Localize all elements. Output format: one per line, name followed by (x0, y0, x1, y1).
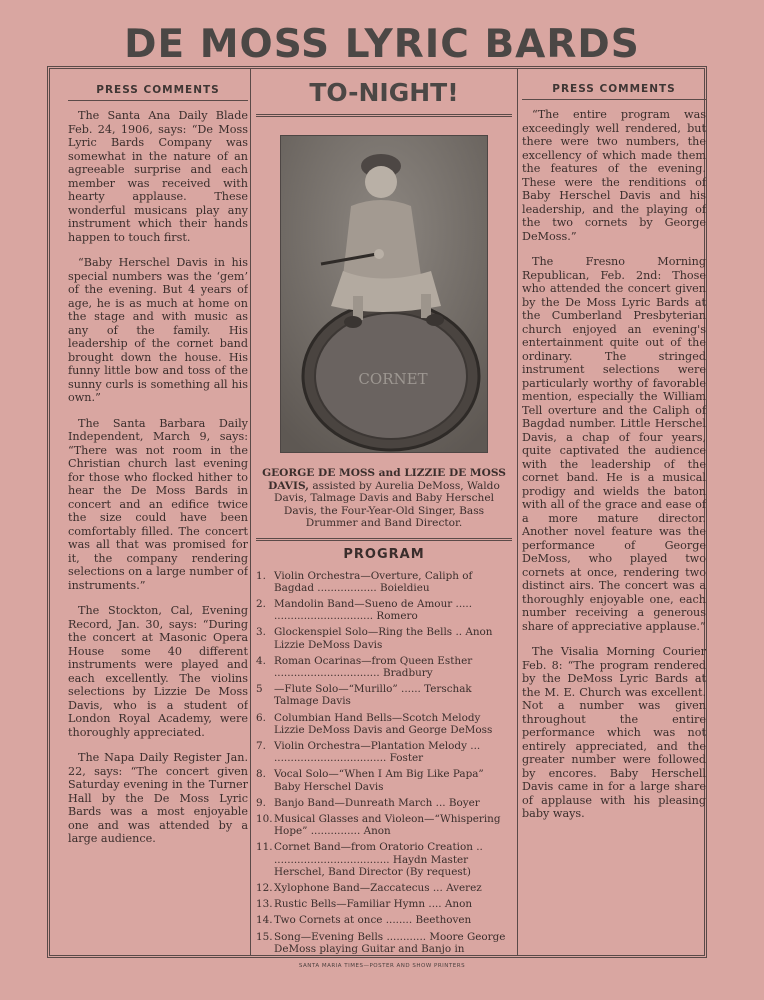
program-item-text: Violin Orchestra—Plantation Melody ... .................................. Foster (274, 739, 481, 765)
program-item-text: Cornet Band—from Oratorio Creation .. ................................... Haydn Master Herschel, Band Director (By request) (274, 841, 483, 878)
program-item-number: 13. (256, 898, 273, 911)
program-item-text: —Flute Solo—“Murillo” ...... Terschak Talmage Davis (274, 683, 472, 708)
press-comment: The Visalia Morning Courier Feb. 8: “The program rendered by the DeMoss Lyric Bards at the M. E. Church was excellent. Not a number was given throughout the entire performance which was not entirely appreciated, and the greater number were followed by encores. Baby Herschell Davis came in for a large share of applause with his pleasing baby ways. (522, 645, 706, 820)
drum-lettering: CORNET (358, 370, 428, 388)
photo-caption (258, 467, 510, 530)
press-comment: The Napa Daily Register Jan. 22, says: “The concert given Saturday evening in the Turner Hall by the De Moss Lyric Bards was a most enjoyable one and was attended by a large audience. (68, 751, 248, 845)
left-column-heading: PRESS COMMENTS (68, 69, 248, 101)
program-item-number: 6. (256, 711, 266, 724)
program-item-number: 1. (256, 569, 266, 582)
program-item (256, 570, 512, 594)
program-item-number: 12. (256, 881, 273, 894)
program-item-number: 11. (256, 841, 273, 854)
press-comment: The Stockton, Cal, Evening Record, Jan. 30, says: “During the concert at Masonic Opera House some 40 different instruments were played and each excellently. The violins selections by Lizzie De Moss Davis, who is a student of London Royal Academy, were thoroughly appreciated. (68, 604, 248, 739)
program-item-text: Rustic Bells—Familiar Hymn .... Anon (274, 898, 473, 911)
program-item (256, 931, 512, 955)
program-item (256, 898, 512, 910)
program-item-text: Violin Orchestra—Overture, Caliph of Bagdad .................. Boieldieu (274, 569, 473, 594)
program-item (256, 683, 512, 707)
headline: DE MOSS LYRIC BARDS (124, 22, 640, 67)
program-item-text: Banjo Band—Dunreath March ... Boyer (274, 796, 480, 809)
program-item (256, 740, 512, 764)
press-comment: The Santa Ana Daily Blade Feb. 24, 1906, says: “De Moss Lyric Bards Company was somewhat in the nature of an agreeable surprise and each member was received with hearty applause. These wonderful musicans play any instrument which their hands happen to touch first. (68, 109, 248, 244)
program-item-text: Vocal Solo—“When I Am Big Like Papa” Baby Herschel Davis (274, 768, 484, 793)
program-item-number: 14. (256, 914, 273, 927)
program-item (256, 882, 512, 894)
center-column (250, 69, 518, 955)
program-item-text: Song—Evening Bells ............ Moore George DeMoss playing Guitar and Banjo in (274, 930, 506, 955)
printer-credit: SANTA MARIA TIMES—POSTER AND SHOW PRINTERS (298, 963, 466, 969)
program-item (256, 712, 512, 736)
program-item (256, 841, 512, 878)
program-item (256, 797, 512, 809)
program-item-number: 5 (256, 683, 263, 696)
program-item (256, 655, 512, 679)
program-list (256, 570, 512, 956)
program-item-number: 8. (256, 768, 266, 781)
caption-lead: GEORGE DE MOSS and LIZZIE DE MOSS DAVIS, (262, 467, 506, 492)
program-item (256, 914, 512, 926)
program-item-number: 9. (256, 796, 266, 809)
program-item-number: 4. (256, 654, 266, 667)
program-item-number: 15. (256, 930, 273, 943)
program-item (256, 768, 512, 792)
right-column-heading: PRESS COMMENTS (522, 69, 706, 100)
program-item-text: Glockenspiel Solo—Ring the Bells .. Anon Lizzie DeMoss Davis (274, 626, 493, 651)
program-item-text: Mandolin Band—Sueno de Amour ..... .............................. Romero (274, 597, 473, 623)
program-item (256, 813, 512, 837)
program-item-number: 3. (256, 626, 266, 639)
program-item-text: Columbian Hand Bells—Scotch Melody Lizzie DeMoss Davis and George DeMoss (274, 711, 493, 736)
program-heading: PROGRAM (256, 538, 512, 566)
caption-rest: assisted by Aurelia DeMoss, Waldo Davis, Talmage Davis and Baby Herschel Davis, the Four-Year-Old Singer, Bass Drummer and Band Director. (273, 479, 500, 529)
program-item-text: Xylophone Band—Zaccatecus ... Averez (274, 881, 482, 894)
tonight-heading: TO-NIGHT! (256, 69, 512, 117)
child-drummer-photo (280, 135, 488, 453)
program-item-text: Two Cornets at once ........ Beethoven (274, 914, 472, 927)
program-item-number: 2. (256, 597, 266, 610)
content-frame (47, 66, 707, 958)
program-item (256, 598, 512, 622)
right-column (520, 69, 706, 955)
program-item-number: 10. (256, 812, 273, 825)
program-item-text: Roman Ocarinas—from Queen Esther ................................ Bradbury (274, 654, 473, 679)
press-comment: The Santa Barbara Daily Independent, March 9, says: “There was not room in the Christian church last evening for those who flocked hither to hear the De Moss Bards in concert and an edifice twice the size could have been comfortably filled. The concert was all that was promised for it, the company rendering selections on a large number of instruments.” (68, 416, 248, 592)
press-comment: The Fresno Morning Republican, Feb. 2nd: Those who attended the concert given by the De Moss Lyric Bards at the Cumberland Presbyterian church enjoyed an evening's entertainment quite out of the ordinary. The stringed instrument selections were particularly worthy of favorable mention, especially the William Tell overture and the Caliph of Bagdad number. Little Herschel Davis, a chap of four years, quite captivated the audience with the leadership of the cornet band. He is a musical prodigy and wields the baton with all of the grace and ease of a more mature director. Another novel feature was the performance of George DeMoss, who played two cornets at once, rendering two distinct airs. The concert was a thoroughly enjoyable one, each number receiving a generous share of appreciative applause.” (522, 255, 706, 633)
press-comment: “The entire program was exceedingly well rendered, but there were two numbers, the excellency of which made them the features of the evening. These were the renditions of Baby Herschel Davis and his leadership, and the playing of the two cornets by George DeMoss.” (522, 108, 706, 243)
program-item (256, 626, 512, 650)
photo-illustration (281, 136, 487, 452)
program-item-number: 7. (256, 739, 266, 752)
press-comment: “Baby Herschel Davis in his special numbers was the ‘gem’ of the evening. But 4 years of age, he is as much at home on the stage and with music as any of the family. His leadership of the cornet band brought down the house. His funny little bow and toss of the sunny curls is something all his own.” (68, 256, 248, 404)
program-item-text: Musical Glasses and Violeon—“Whispering Hope” ............... Anon (274, 812, 501, 838)
left-column (68, 69, 248, 955)
